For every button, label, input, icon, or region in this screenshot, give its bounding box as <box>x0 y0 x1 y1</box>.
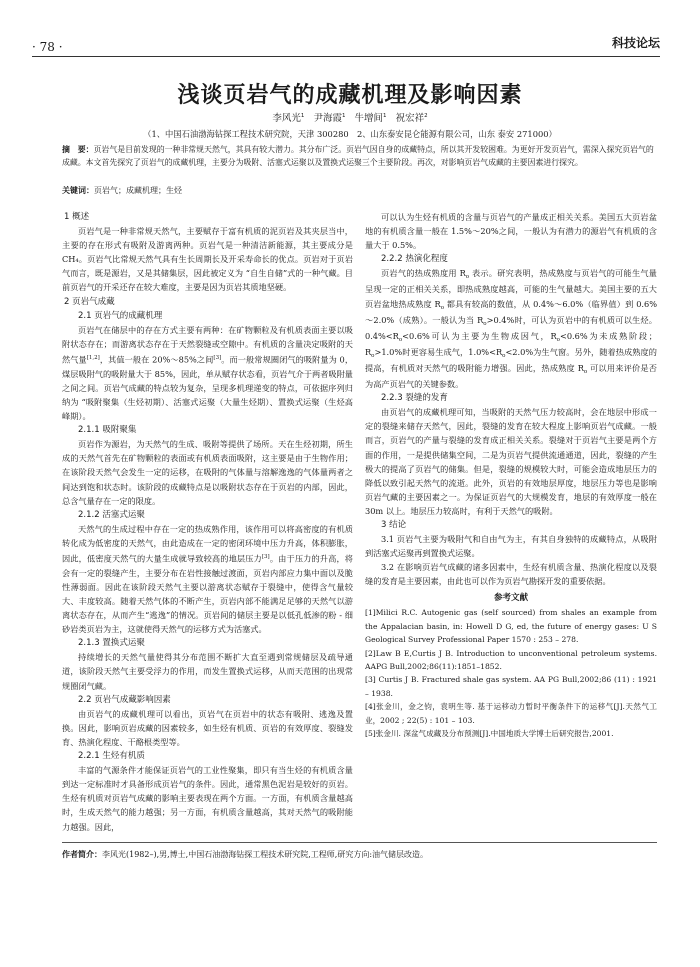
article-title: 浅谈页岩气的成藏机理及影响因素 <box>177 82 523 108</box>
references-heading: 参考文献 <box>493 593 528 604</box>
text-run: >0.4%时，可认为页岩中的有机质可以生烃。0.4%<R <box>365 314 657 341</box>
running-header <box>32 32 660 54</box>
text-run: 页岩气在储层中的存在方式主要有两种：在矿物颗粒及有机质表面主要以吸附状态存在；而游离状态存在于天然裂缝或空隙中。有机质的含量决定吸附的天然气量 <box>62 324 353 365</box>
abstract-text: 页岩气是目前发现的一种非常规天然气，其具有较大潜力。其分布广泛。页岩气因自身的成藏特点，所以其开发较困难。为更好开发页岩气，需深入探究页岩气的成藏。本文首先探究了页岩气的成藏机理，主要分为吸附、活塞式运聚以及置换式运聚三个主要阶段。再次，对影响页岩气成藏的主要因素进行探究。 <box>62 145 654 168</box>
subscript: o <box>465 274 470 281</box>
text-run: 天然气的生成过程中存在一定的热成熟作用，该作用可以将高密度的有机质转化成为低密度的天然气，由此造成在一定的密闭环境中压力升高，体积膨胀，因此，低密度天然气的大量生成就导致较高的地层压力 <box>62 523 353 564</box>
subscript: o <box>502 352 506 359</box>
text-run: 。由于压力的升高，将会有一定的裂缝产生，主要分布在岩性接触过渡面，页岩内部应力集中面以及脆性薄弱面。因此在该阶段天然气主要以游离状态赋存于裂缝中，使得含气量较大、丰度较高。随着天然气体的不断产生，页岩内部不能满足足够的天然气以游离状态存在，从而产生“逃逸”的情况。页岩间的储层主要是以低孔低渗的粉 - 细砂岩类页岩为主，这就使得天然气的运移方式为活塞式。 <box>62 553 353 635</box>
subscript: o <box>440 304 445 311</box>
subsection-heading: 2.2 页岩气成藏影响因素 <box>78 694 171 705</box>
abstract-label: 摘 要： <box>62 145 94 154</box>
text-run: <0.6%可认为主要为生物成因气，R <box>402 330 557 341</box>
paragraph: 丰富的气源条件才能保证页岩气的工业性聚集，即只有当生烃的有机质含量到达一定标准时才具备形成页岩气的条件。因此，通常黑色泥岩是较好的页岩。生烃有机质对页岩气成藏的影响主要表现在两个方面。一方面，有机质含量越高时，生成天然气的能力越强；另一方面，有机质含量越高，其对天然气的吸附能力越强。因此， <box>62 765 353 832</box>
paragraph: 3.2 在影响页岩气成藏的诸多因素中，生烃有机质含量、热演化程度以及裂缝的发育是主要因素，由此也可以作为页岩气勘探开发的重要依据。 <box>365 562 657 587</box>
column-name: 科技论坛 <box>611 36 660 50</box>
page-number: · 78 · <box>32 40 63 54</box>
text-run: 。而一般常规圈闭气的吸附量为 0，煤层吸附气的吸附量大于 85%，因此，单从赋存状态看，页岩气介于两者吸附量之间之间。页岩气成藏的特点较为复杂，呈现多机理递变的特点，可依据序列归纳为 “吸附聚集（生烃初期）、活塞式运聚（大量生烃期）、置换式运聚（生烃高峰期）。 <box>62 354 353 422</box>
text-run: 可以用来评价是否为高产页岩气的关键参数。 <box>365 362 657 390</box>
author-bio-footnote <box>62 849 657 860</box>
reference-item: [4]张金川，金之钧，袁明生等. 基于运移动力暂时平衡条件下的运移气[J].天然气工业，2002 ; 22(5) : 101 – 103. <box>365 702 657 725</box>
author-name: 李风光 <box>272 113 301 124</box>
text-run: <2.0%为生气窗。另外，随着热成熟度的提高，有机质对天然气的吸附能力增强。因此，热成熟度 R <box>365 346 657 373</box>
text-run: 页岩气的热成熟度用 R <box>381 268 466 279</box>
abstract <box>62 143 657 169</box>
affiliation: （1、中国石油渤海钻探工程技术研究院，天津 300280 2、山东泰安昆仑能源有限公司，山东 泰安 271000） <box>143 129 557 139</box>
paragraph: 可以认为生烃有机质的含量与页岩气的产量成正相关关系。美国五大页岩盆地的有机质含量一般在 1.5%～20%之间，一般认为有潜力的源岩气有机质的含量大于 0.5%。 <box>365 212 657 251</box>
paragraph: 页岩气是一种非常规天然气，主要赋存于富有机质的泥页岩及其夹层当中，主要的存在形式有吸附及游离两种。页岩气是一种清洁新能源，其主要成分是 CH₄。页岩气比常规天然气具有生长周期长及开采寿命长的优点。页岩对于页岩气而言，既是源岩，又是其储集层，因此被定义为 “自生自储”式的一种气藏。目前页岩气的开采还存在较大难度，主要是因为页岩其质地坚硬。 <box>62 226 353 293</box>
paragraph: 由页岩气的成藏机理可知，当吸附的天然气压力较高时，会在地层中形成一定的裂缝来储存天然气，因此，裂缝的发育在较大程度上影响页岩气成藏。一般而言，页岩气的产量与裂缝的发育成正相关关系。裂缝对于页岩气主要是两个方面的作用，一是提供储集空间，二是为页岩气提供流通通道，因此，裂缝的产生极大的提高了页岩气的储集。但是，裂缝的规模较大时，可能会造成地层压力的降低以致引起天然气的流逝。此外，页岩的有效地层厚度，地层压力等也是影响页岩气藏的主要因素之一。为保证页岩气的大规模发育，地层的有效厚度一般在 30m 以上。地层压力较高时，有利于天然气的吸附。 <box>365 407 657 516</box>
keywords-text: 页岩气；成藏机理；生烃 <box>94 186 182 195</box>
citation: [3] <box>213 354 222 361</box>
section-heading: 3 结论 <box>381 519 407 530</box>
author-affil-mark: 1 <box>341 112 346 119</box>
subscript: o <box>483 320 487 327</box>
text-run: 表示。研究表明，热成熟度与页岩气的可能生气量呈现一定的正相关关系，即热成熟度越高，可能的生气量越大。美国主要的五大页岩盆地热成熟度 R <box>365 268 657 309</box>
subsubsection-heading: 2.1.1 吸附聚集 <box>78 425 137 436</box>
subsubsection-heading: 2.1.3 置换式运聚 <box>78 638 145 649</box>
author-affil-mark: 1 <box>300 112 305 119</box>
paragraph: 持续增长的天然气量使得其分布范围不断扩大直至遇到常规储层及疏导通道，该阶段天然气主要受浮力的作用，而发生置换式运移，从而天范围的出现常规圈闭气藏。 <box>62 652 353 691</box>
paragraph: 页岩作为源岩，为天然气的生成、吸附等提供了场所。天在生烃初期，所生成的天然气首先在矿物颗粒的表面或有机质表面吸附，这主要是由于生物作用；在该阶段天然气会发生一定的运移，在吸附的气体量与溶解逸逸的气体量两者之间达到饱和状态时。该阶段的成藏特点是以吸附状态存在于页岩的内部，因此，总含气量存在一定的限度。 <box>62 439 353 506</box>
paragraph: 由页岩气的成藏机理可以看出，页岩气在页岩中的状态有吸附、逃逸及置换。因此，影响页岩成藏的因素较多，如生烃有机质、页岩的有效厚度、裂缝发育、热演化程度、干酪根类型等。 <box>62 708 353 747</box>
subscript: o <box>371 352 375 359</box>
author-list <box>0 110 700 124</box>
subscript: o <box>556 336 560 343</box>
footnote-rule <box>62 842 657 843</box>
footnote-text: 李风光(1982–),男,博士,中国石油渤海钻探工程技术研究院,工程师,研究方向:油气储层改造。 <box>102 850 429 859</box>
section-heading: 2 页岩气成藏 <box>64 296 115 307</box>
author-name: 祝宏祥 <box>395 113 425 124</box>
reference-item: [3] Curtis J B. Fractured shale gas system. AA PG Bull,2002;86 (11) : 1921 – 1938. <box>365 675 657 698</box>
reference-item: [2]Law B E,Curtis J B. Introduction to unconventional petroleum systems. AAPG Bull,2002;86(11):1851–1852. <box>365 648 657 672</box>
subsection-heading: 2.1 页岩气的成藏机理 <box>78 310 163 321</box>
author-affil-mark: 2 <box>424 112 428 119</box>
text-run: >1.0%时更容易生成气，1.0%<R <box>374 346 503 357</box>
left-column <box>62 210 353 838</box>
subscript: o <box>583 368 588 375</box>
reference-item: [5]张金川. 深盆气成藏及分布预测[J].中国地质大学博士后研究报告,2001. <box>365 729 614 739</box>
subsubsection-heading: 2.2.1 生烃有机质 <box>78 751 145 762</box>
author-affil-mark: 1 <box>383 112 387 119</box>
subsubsection-heading: 2.2.3 裂缝的发育 <box>381 393 448 404</box>
paragraph <box>62 323 353 423</box>
subsubsection-heading: 2.2.2 热演化程度 <box>381 254 448 265</box>
section-heading: 1 概述 <box>64 212 90 222</box>
citation: [1,2] <box>86 354 100 361</box>
text-run: <0.6%为未成熟阶段；R <box>365 330 657 357</box>
reference-item: [1]Milici R.C. Autogenic gas (self sourced) from shales an example from the Appalacian basin, in: Howell D G, ed, the future of energy gases: U S Geological Survey Professional Paper 1570 : 253 – 278. <box>365 608 657 645</box>
header-rule <box>32 56 660 57</box>
text-run: ，其值一般在 20%～85%之间 <box>99 354 214 365</box>
citation: [3] <box>261 553 270 560</box>
author-name: 牛增间 <box>354 113 384 124</box>
paragraph <box>62 522 353 636</box>
author-name: 尹海霞 <box>313 113 342 124</box>
subsubsection-heading: 2.1.2 活塞式运聚 <box>78 509 145 520</box>
paragraph: 3.1 页岩气主要为吸附气和自由气为主，有其自身独特的成藏特点，从吸附到活塞式运聚再到置换式运聚。 <box>365 534 657 559</box>
right-column <box>365 210 657 838</box>
subscript: o <box>398 336 403 343</box>
footnote-label: 作者简介： <box>62 850 102 859</box>
text-run: 都具有较高的数值，从 0.4%～6.0%（临界值）到 0.6%～2.0%（成熟）。一般认为当 R <box>365 298 657 325</box>
paragraph <box>365 266 657 391</box>
keywords <box>62 185 657 196</box>
keywords-label: 关键词： <box>62 186 94 195</box>
